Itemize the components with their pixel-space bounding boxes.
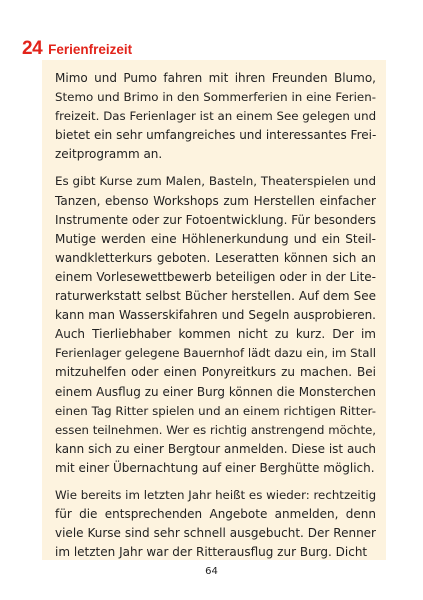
text-line: Instrumente oder zur Fotoentwicklung. Für besonders xyxy=(55,212,376,227)
text-line: raturwerkstatt selbst Bücher herstellen. Auf dem See xyxy=(55,289,376,304)
text-line: freizeit. Das Ferienlager ist an einem See gelegen und xyxy=(55,109,377,124)
text-line: Auch Tierliebhaber kommen nicht zu kurz. Der im xyxy=(55,327,376,342)
text-line: Mimo und Pumo fahren mit ihren Freunden Blumo, xyxy=(55,71,376,85)
text-line: wandkletterkurs geboten. Leseratten können sich an xyxy=(55,250,376,265)
text-line: im letzten Jahr war der Ritterausflug zur Burg. Dicht xyxy=(55,545,368,560)
text-paragraph xyxy=(55,172,376,478)
reading-text-box xyxy=(42,60,386,560)
chapter-number: 24 xyxy=(22,38,43,59)
text-line: mitzuhelfen oder einen Ponyreitkurs zu machen. Bei xyxy=(55,365,376,380)
text-line: zeitprogramm an. xyxy=(55,147,163,162)
text-line: mit einer Übernachtung auf einer Berghütte möglich. xyxy=(55,460,375,475)
chapter-title: Ferienfreizeit xyxy=(48,42,133,57)
text-paragraph xyxy=(55,69,376,164)
text-line: Es gibt Kurse zum Malen, Basteln, Theaterspielen und xyxy=(55,174,376,189)
text-line: viele Kurse sind sehr schnell ausgebucht. Der Renner xyxy=(55,526,376,541)
text-line: essen teilnehmen. Wer es richtig anstrengend möchte, xyxy=(55,422,376,437)
text-line: Wie bereits im letzten Jahr heißt es wieder: rechtzeitig xyxy=(55,487,377,502)
text-line: kann man Wasserskifahren und Segeln ausprobieren. xyxy=(55,308,376,323)
text-line: einem Vorlesewettbewerb beteiligen oder in der Lite- xyxy=(55,269,376,284)
page-number: 64 xyxy=(205,566,218,577)
text-line: einen Tag Ritter spielen und an einem richtigen Ritter- xyxy=(55,403,376,418)
text-line: bietet ein sehr umfangreiches und interessantes Frei- xyxy=(55,128,377,143)
text-line: Mutige werden eine Höhlenerkundung und ein Steil- xyxy=(55,231,376,246)
text-paragraph xyxy=(55,486,376,560)
text-line: Ferienlager gelegene Bauernhof lädt dazu ein, im Stall xyxy=(55,346,376,361)
text-line: für die entsprechenden Angebote anmelden, denn xyxy=(55,507,376,522)
text-line: Tanzen, ebenso Workshops zum Herstellen einfacher xyxy=(55,193,376,208)
text-line: kann sich zu einer Bergtour anmelden. Diese ist auch xyxy=(55,441,376,456)
text-line: Stemo und Brimo in den Sommerferien in eine Ferien- xyxy=(55,90,376,105)
text-line: einem Ausflug zu einer Burg können die Monsterchen xyxy=(55,384,376,399)
chapter-header xyxy=(22,38,132,60)
